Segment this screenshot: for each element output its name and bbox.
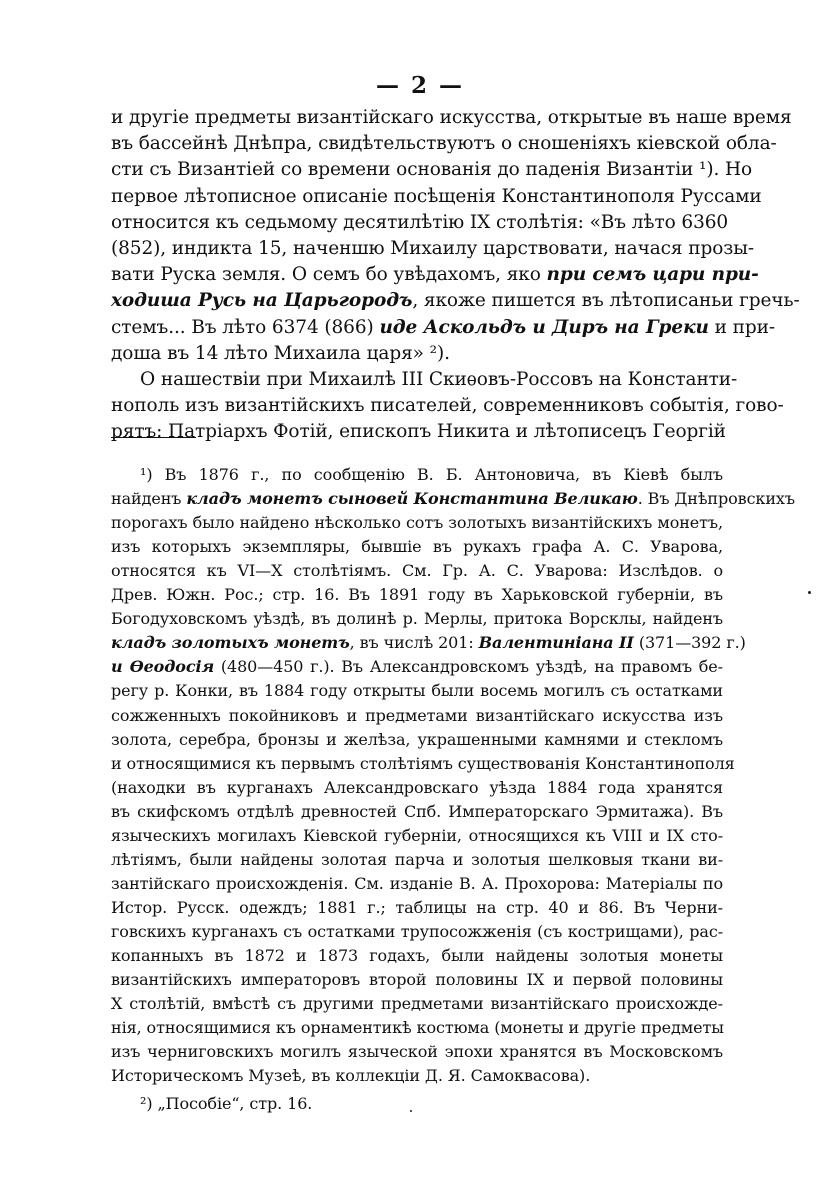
- main-text-line: [111, 314, 775, 342]
- italic-phrase: при семъ цари при-: [546, 264, 759, 286]
- text-run: копанныхъ въ 1872 и 1873 годахъ, были найдены золотыя монеты: [111, 946, 723, 965]
- text-run: говскихъ курганахъ съ остатками трупосожженія (съ кострищами), рас-: [111, 921, 723, 941]
- footnote-1-line: [111, 992, 723, 1016]
- text-run: въ бассейнѣ Днѣпра, свидѣтельствуютъ о сношеніяхъ кіевской обла-: [111, 133, 777, 155]
- text-run: найденъ: [111, 489, 187, 509]
- footnote-1-line: [111, 752, 735, 776]
- text-run: доша въ 14 лѣто Михаила царя» ²).: [111, 342, 450, 364]
- footnote-1-line: [111, 704, 723, 728]
- main-text-line: [111, 130, 777, 158]
- text-run: X столѣтій, вмѣстѣ съ другими предметами византійскаго происхожде-: [111, 994, 723, 1014]
- text-run: и другіе предметы византійскаго искусства, открытые въ наше время: [111, 107, 792, 128]
- footnote-1-line: [111, 559, 723, 583]
- text-run: , якоже пишется въ лѣтописаньи гречь-: [412, 290, 800, 312]
- main-text-line: [140, 366, 738, 394]
- text-run: относится къ седьмому десятилѣтію IX столѣтія: «Въ лѣто 6360: [111, 211, 729, 233]
- text-run: . Въ Днѣпровскихъ: [637, 489, 795, 509]
- footnote-1-line: [111, 655, 723, 679]
- text-run: изъ которыхъ экземпляры, бывшіе въ рукахъ графа А. С. Уварова,: [111, 537, 723, 557]
- footnote-1-line: [111, 944, 723, 968]
- text-run: въ скифскомъ отдѣлѣ древностей Спб. Императорскаго Эрмитажа). Въ: [111, 801, 723, 821]
- main-text-line: [111, 392, 784, 420]
- text-run: изъ черниговскихъ могилъ языческой эпохи хранятся въ Московскомъ: [111, 1042, 723, 1062]
- text-run: Историческомъ Музеѣ, въ коллекціи Д. Я. Самоквасова).: [111, 1066, 591, 1086]
- footnote-1-line: [111, 535, 723, 559]
- footnote-2-line: [140, 1092, 723, 1116]
- text-run: Богодуховскомъ уѣздѣ, въ долинѣ р. Мерлы, притока Ворсклы, найденъ: [111, 609, 723, 629]
- text-run: и относящимися къ первымъ столѣтіямъ существованія Константинополя: [111, 753, 735, 773]
- text-run: рятъ: Патріархъ Фотій, епископъ Никита и лѣтописецъ Георгій: [111, 421, 726, 443]
- italic-phrase: и Ѳеодосія: [111, 657, 215, 677]
- footnote-1-line: [111, 487, 795, 511]
- text-run: лѣтіямъ, были найдены золотая парча и золотыя шелковыя ткани ви-: [111, 849, 723, 869]
- text-run: Древ. Южн. Рос.; стр. 16. Въ 1891 году въ Харьковской губерніи, въ: [111, 585, 723, 605]
- page-number: — 2 —: [375, 72, 465, 99]
- text-run: порогахъ было найдено нѣсколько сотъ золотыхъ византійскихъ монетъ,: [111, 513, 723, 533]
- text-run: нія, относящимися къ орнаментикѣ костюма (монеты и другіе предметы: [111, 1018, 724, 1038]
- text-run: ²) „Пособіе“, стр. 16.: [140, 1094, 313, 1114]
- italic-phrase: ходиша Русь на Царьгородъ: [111, 290, 413, 312]
- footnote-1-line: [111, 800, 723, 824]
- footnote-1-line: [111, 583, 723, 607]
- text-run: сти съ Византіей со времени основанія до паденія Византіи ¹). Но: [111, 159, 753, 181]
- text-run: (находки въ курганахъ Александровскаго уѣзда 1884 года хранятся: [111, 777, 723, 797]
- footnote-1-line: [111, 511, 723, 535]
- footnote-1-line: [111, 631, 746, 655]
- text-run: , въ числѣ 201:: [349, 633, 479, 653]
- footnote-separator: [111, 437, 196, 438]
- main-text-line: [111, 183, 762, 211]
- footnote-1-line: [111, 872, 723, 896]
- main-text-line: [111, 104, 792, 132]
- footnote-1-line: [111, 848, 723, 872]
- text-run: О нашествіи при Михаилѣ III Скиѳовъ-Россовъ на Константи-: [140, 369, 738, 390]
- text-run: ¹) Въ 1876 г., по сообщенію В. Б. Антоновича, въ Кіевѣ былъ: [140, 465, 723, 484]
- footnote-1-line: [111, 824, 723, 848]
- text-run: нополь изъ византійскихъ писателей, современниковъ событія, гово-: [111, 395, 784, 417]
- main-text-line: [111, 235, 755, 263]
- text-run: (852), индикта 15, наченшю Михаилу царствовати, начася прозы-: [111, 238, 755, 259]
- italic-phrase: кладъ монетъ сыновей Константина Великаю: [186, 489, 638, 509]
- footnote-1-line: [111, 920, 723, 944]
- text-run: (371—392 г.): [633, 633, 746, 653]
- footnote-1-line: [111, 607, 723, 631]
- text-run: языческихъ могилахъ Кіевской губерніи, относящихся къ VIII и IX сто-: [111, 825, 723, 845]
- italic-phrase: Валентиніана II: [478, 633, 634, 653]
- print-speck: [410, 1110, 412, 1112]
- main-text-line: [111, 156, 753, 184]
- footnote-1-line: [111, 728, 723, 752]
- text-run: сожженныхъ покойниковъ и предметами византійскаго искусства изъ: [111, 705, 723, 725]
- footnote-1-line: [111, 1064, 723, 1088]
- main-text-line: [111, 418, 726, 446]
- footnote-1-line: [111, 776, 723, 800]
- text-run: (480—450 г.). Въ Александровскомъ уѣздѣ, на правомъ бе-: [214, 657, 723, 677]
- italic-phrase: иде Аскольдъ и Диръ на Греки: [379, 316, 709, 338]
- text-run: первое лѣтописное описаніе посѣщенія Константинополя Руссами: [111, 185, 762, 207]
- text-run: византійскихъ императоровъ второй половины IX и первой половины: [111, 970, 723, 990]
- italic-phrase: кладъ золотыхъ монетъ: [111, 633, 350, 653]
- footnote-1-line: [140, 463, 723, 487]
- text-run: золота, серебра, бронзы и желѣза, украшенными камнями и стекломъ: [111, 729, 723, 749]
- main-text-line: [111, 261, 759, 289]
- footnote-1-line: [111, 968, 723, 992]
- text-run: зантійскаго происхожденія. См. изданіе В. А. Прохорова: Матеріалы по: [111, 873, 723, 893]
- text-run: вати Руска земля. О семъ бо увѣдахомъ, яко: [111, 264, 547, 286]
- main-text-line: [111, 287, 800, 315]
- text-run: регу р. Конки, въ 1884 году открыты были восемь могилъ съ остатками: [111, 681, 723, 701]
- text-run: относятся къ VI—X столѣтіямъ. См. Гр. А. С. Уварова: Изслѣдов. о: [111, 561, 723, 581]
- main-text-line: [111, 340, 723, 368]
- footnote-1-line: [111, 679, 723, 703]
- footnote-1-line: [111, 1016, 723, 1040]
- text-run: Истор. Русск. одеждъ; 1881 г.; таблицы на стр. 40 и 86. Въ Черни-: [111, 897, 723, 917]
- footnote-1-line: [111, 896, 723, 920]
- margin-dot: [808, 591, 811, 594]
- main-text-line: [111, 209, 729, 237]
- text-run: стемъ... Въ лѣто 6374 (866): [111, 316, 380, 338]
- footnote-1-line: [111, 1040, 723, 1064]
- text-run: и при-: [708, 316, 775, 338]
